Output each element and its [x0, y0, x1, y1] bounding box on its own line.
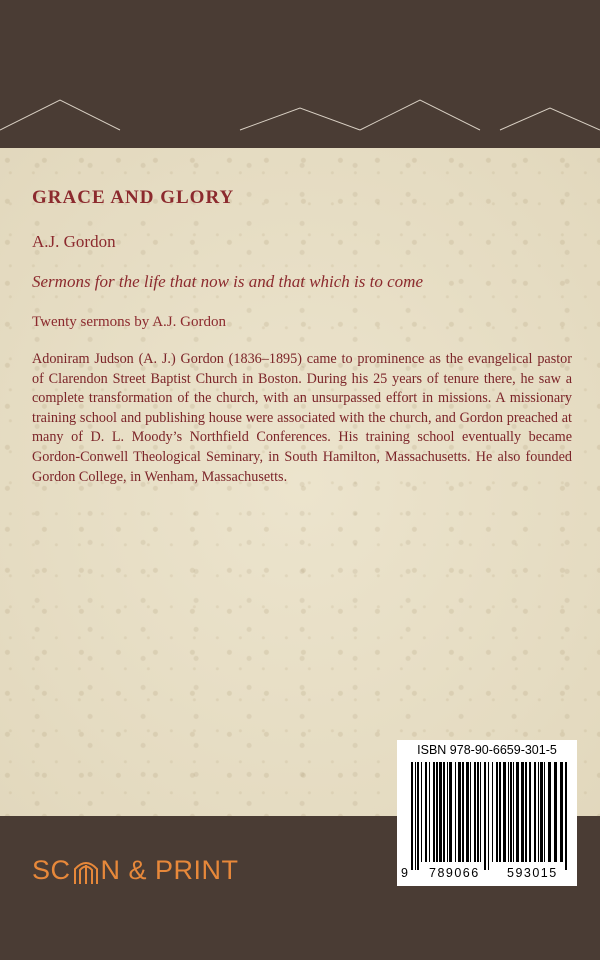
barcode-bars — [397, 762, 577, 872]
isbn-barcode — [397, 740, 577, 886]
book-arch-icon — [73, 857, 99, 885]
publisher-logo-text-1: SC — [32, 855, 71, 885]
publisher-logo — [32, 855, 239, 886]
publisher-logo-text-2: N & PRINT — [100, 855, 239, 885]
zigzag-line-decoration — [0, 0, 600, 148]
isbn-label: ISBN 978-90-6659-301-5 — [417, 743, 557, 757]
top-band — [0, 0, 600, 148]
book-author: A.J. Gordon — [32, 232, 116, 251]
barcode-digits-right: 593015 — [507, 866, 558, 880]
barcode-digits-left: 789066 — [429, 866, 480, 880]
author-biography: Adoniram Judson (A. J.) Gordon (1836–1895) came to prominence as the evangelical pastor of Clarendon Street Baptist Church in Boston. During his 25 years of tenure there, he saw a complete transformation of the church, with an unsurpassed effort in missions. A missionary training school and publishing house were associated with the church, and Gordon preached at many of D. L. Moody’s Northfield Conferences. His training school eventually became Gordon-Conwell Theological Seminary, in South Hamilton, Massachusetts. He also founded Gordon College, in Wenham, Massachusetts. — [32, 351, 572, 485]
barcode-digit-first: 9 — [401, 866, 408, 880]
book-subtitle: Sermons for the life that now is and that which is to come — [32, 272, 423, 291]
book-title: GRACE AND GLORY — [32, 187, 235, 208]
book-intro: Twenty sermons by A.J. Gordon — [32, 314, 226, 330]
